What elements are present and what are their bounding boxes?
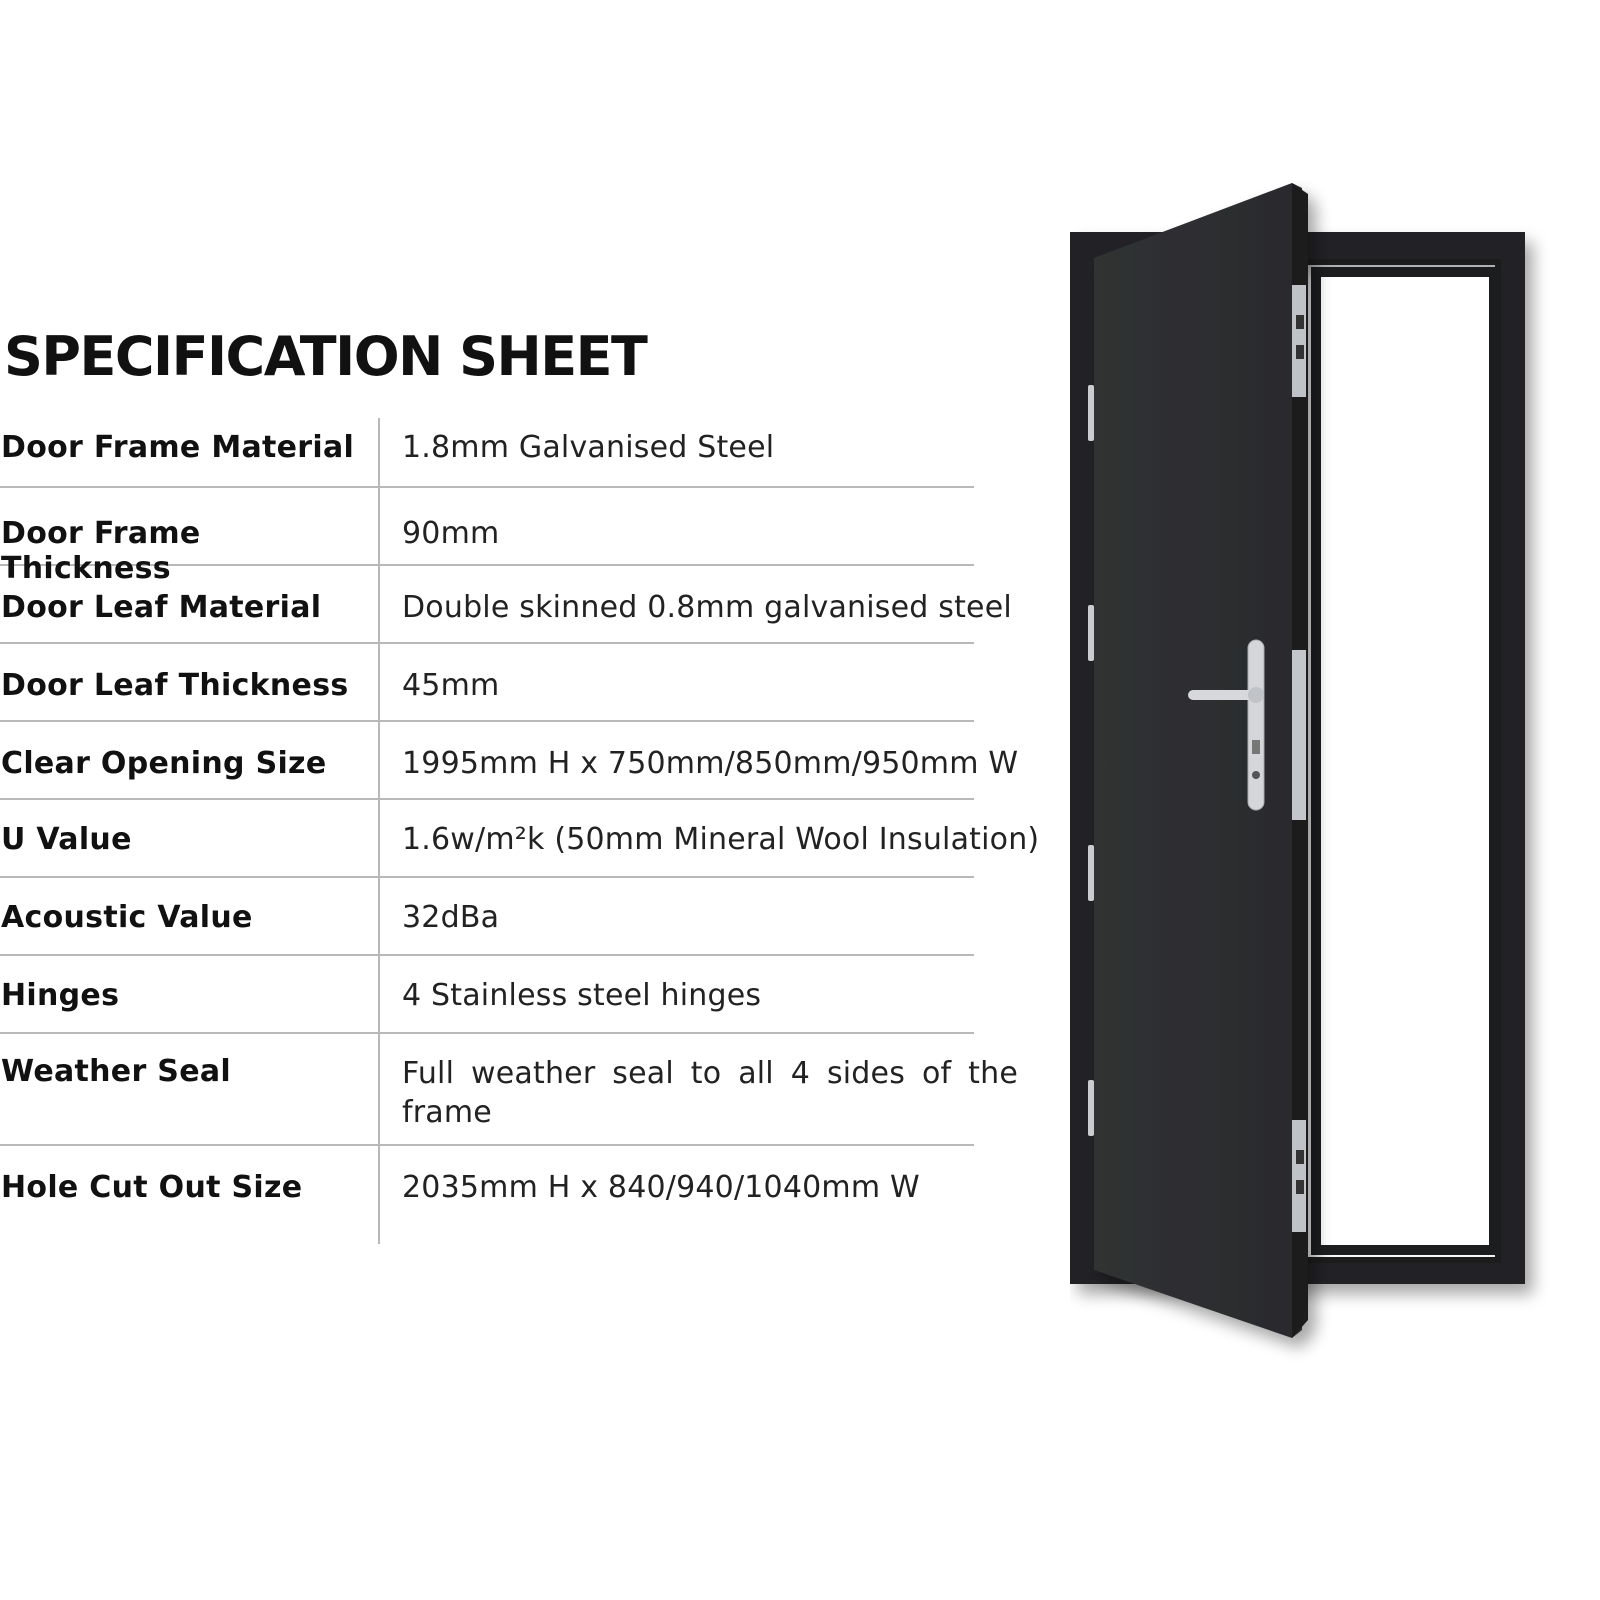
spec-row-hinges: [0, 956, 974, 1034]
spec-row-clear-opening: [0, 722, 1019, 800]
spec-row-leaf-material: [0, 566, 1012, 644]
spec-label: Door Leaf Thickness: [1, 668, 349, 703]
spec-value: 90mm: [402, 516, 500, 551]
spec-label: U Value: [1, 822, 132, 857]
door-leaf: [1094, 183, 1308, 1338]
spec-row-leaf-thickness: [0, 644, 974, 722]
spec-value: 1.8mm Galvanised Steel: [402, 430, 775, 465]
spec-value: 45mm: [402, 668, 500, 703]
spec-row-weather-seal: [0, 1034, 1018, 1146]
spec-label: Clear Opening Size: [1, 746, 327, 781]
spec-value: Double skinned 0.8mm galvanised steel: [402, 590, 1012, 625]
spec-label: Acoustic Value: [1, 900, 253, 935]
page-title: SPECIFICATION SHEET: [4, 325, 647, 388]
spec-label: Door Frame Thickness: [1, 516, 201, 586]
spec-row-frame-material: [0, 418, 974, 488]
spec-label: Weather Seal: [1, 1054, 231, 1089]
spec-value: Full weather seal to all 4 sides of the frame: [402, 1056, 1018, 1130]
spec-value: 4 Stainless steel hinges: [402, 978, 762, 1013]
spec-label: Hinges: [1, 978, 120, 1013]
spec-row-acoustic: [0, 878, 974, 956]
spec-value: 1.6w/m²k (50mm Mineral Wool Insulation): [402, 822, 1040, 857]
spec-value: 2035mm H x 840/940/1040mm W: [402, 1170, 920, 1205]
spec-row-frame-thickness: [0, 488, 974, 586]
door-illustration: [1070, 180, 1570, 1380]
spec-value: 1995mm H x 750mm/850mm/950mm W: [402, 746, 1019, 781]
spec-table: [0, 418, 1040, 1228]
spec-row-hole-cut-out: [0, 1146, 974, 1228]
spec-value: 32dBa: [402, 900, 500, 935]
spec-label: Door Leaf Material: [1, 590, 322, 625]
spec-label: Hole Cut Out Size: [1, 1170, 303, 1205]
spec-row-u-value: [0, 800, 1040, 878]
spec-label: Door Frame Material: [1, 430, 355, 465]
